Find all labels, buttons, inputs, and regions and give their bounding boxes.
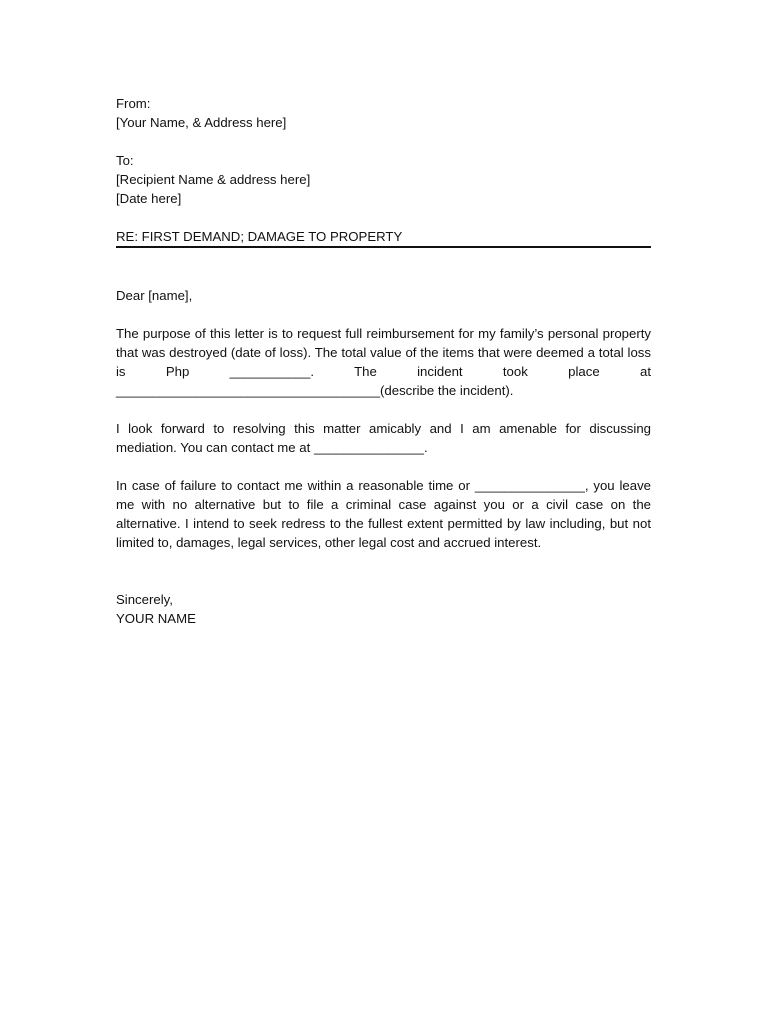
spacer xyxy=(116,208,651,227)
closing: Sincerely, xyxy=(116,592,173,607)
spacer xyxy=(116,132,651,151)
letter-date: [Date here] xyxy=(116,191,182,206)
salutation: Dear [name], xyxy=(116,288,193,303)
to-label: To: xyxy=(116,153,134,168)
paragraph-purpose: The purpose of this letter is to request full reimbursement for my family’s personal property that was destroyed (date of loss). The total value of the items that were deemed a total loss is Php ___________. The incident took place at ____________________________________(describe the incident). xyxy=(116,326,651,398)
spacer xyxy=(116,305,651,324)
signature-name: YOUR NAME xyxy=(116,611,196,626)
spacer xyxy=(116,552,651,590)
paragraph-consequence: In case of failure to contact me within a reasonable time or _______________, you leave me with no alternative but to file a criminal case against you or a civil case on the alternative. I intend to seek redress to the fullest extent permitted by law including, but not limited to, damages, legal services, other legal cost and accrued interest. xyxy=(116,478,651,550)
paragraph-mediation: I look forward to resolving this matter amicably and I am amenable for discussing mediation. You can contact me at _______________. xyxy=(116,421,651,455)
spacer xyxy=(116,457,651,476)
subject-line: RE: FIRST DEMAND; DAMAGE TO PROPERTY xyxy=(116,227,651,248)
spacer xyxy=(116,248,651,286)
recipient-address: [Recipient Name & address here] xyxy=(116,172,311,187)
spacer xyxy=(116,400,651,419)
from-label: From: xyxy=(116,96,151,111)
from-address: [Your Name, & Address here] xyxy=(116,115,287,130)
letter-body xyxy=(116,94,651,628)
